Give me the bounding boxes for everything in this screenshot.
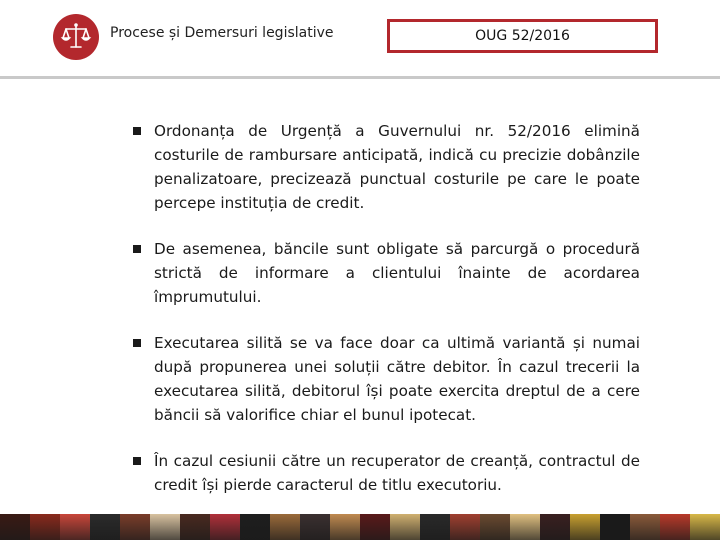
document-badge: OUG 52/2016 bbox=[387, 19, 658, 53]
scales-icon-graphic bbox=[59, 20, 93, 54]
square-bullet-icon bbox=[133, 127, 141, 135]
square-bullet-icon bbox=[133, 457, 141, 465]
strip-photo-segment bbox=[630, 514, 660, 540]
bullet-text-3: Executarea silită se va face doar ca ultimă variantă și numai după propunerea unei soluții către debitor. În cazul trecerii la executarea silită, debitorul își poate exercita dreptul de a cere băncii să valorifice chiar el bunul ipotecat. bbox=[154, 334, 640, 424]
strip-photo-segment bbox=[330, 514, 360, 540]
footer-photo-strip bbox=[0, 514, 720, 540]
strip-photo-segment bbox=[30, 514, 60, 540]
strip-photo-segment bbox=[120, 514, 150, 540]
strip-photo-segment bbox=[0, 514, 30, 540]
strip-photo-segment bbox=[90, 514, 120, 540]
strip-photo-segment bbox=[420, 514, 450, 540]
bullet-item-4 bbox=[132, 449, 640, 497]
strip-photo-segment bbox=[300, 514, 330, 540]
strip-photo-segment bbox=[480, 514, 510, 540]
strip-photo-segment bbox=[360, 514, 390, 540]
bullet-text-1: Ordonanța de Urgență a Guvernului nr. 52/2016 elimină costurile de rambursare anticipată, indică cu precizie dobânzile penalizatoare, precizează punctual costurile pe care le poate percepe instituția de credit. bbox=[154, 122, 640, 212]
strip-photo-segment bbox=[150, 514, 180, 540]
strip-photo-segment bbox=[540, 514, 570, 540]
strip-photo-segment bbox=[180, 514, 210, 540]
header-divider bbox=[0, 76, 720, 79]
strip-photo-segment bbox=[60, 514, 90, 540]
strip-photo-segment bbox=[240, 514, 270, 540]
strip-photo-segment bbox=[390, 514, 420, 540]
strip-photo-segment bbox=[690, 514, 720, 540]
bullet-item-3 bbox=[132, 331, 640, 427]
strip-photo-segment bbox=[510, 514, 540, 540]
strip-photo-segment bbox=[210, 514, 240, 540]
scales-of-justice-icon bbox=[53, 14, 99, 60]
bullet-item-1 bbox=[132, 119, 640, 215]
strip-photo-segment bbox=[570, 514, 600, 540]
strip-photo-segment bbox=[450, 514, 480, 540]
square-bullet-icon bbox=[133, 245, 141, 253]
square-bullet-icon bbox=[133, 339, 141, 347]
slide-header bbox=[0, 0, 720, 78]
bullet-text-4: În cazul cesiunii către un recuperator de creanță, contractul de credit își pierde caracterul de titlu executoriu. bbox=[154, 452, 640, 494]
strip-photo-segment bbox=[270, 514, 300, 540]
bullet-text-2: De asemenea, băncile sunt obligate să parcurgă o procedură strictă de informare a clientului înainte de acordarea împrumutului. bbox=[154, 240, 640, 306]
strip-photo-segment bbox=[600, 514, 630, 540]
strip-photo-segment bbox=[660, 514, 690, 540]
bullet-item-2 bbox=[132, 237, 640, 309]
bullet-list bbox=[132, 119, 640, 519]
section-title: Procese și Demersuri legislative bbox=[110, 25, 334, 41]
